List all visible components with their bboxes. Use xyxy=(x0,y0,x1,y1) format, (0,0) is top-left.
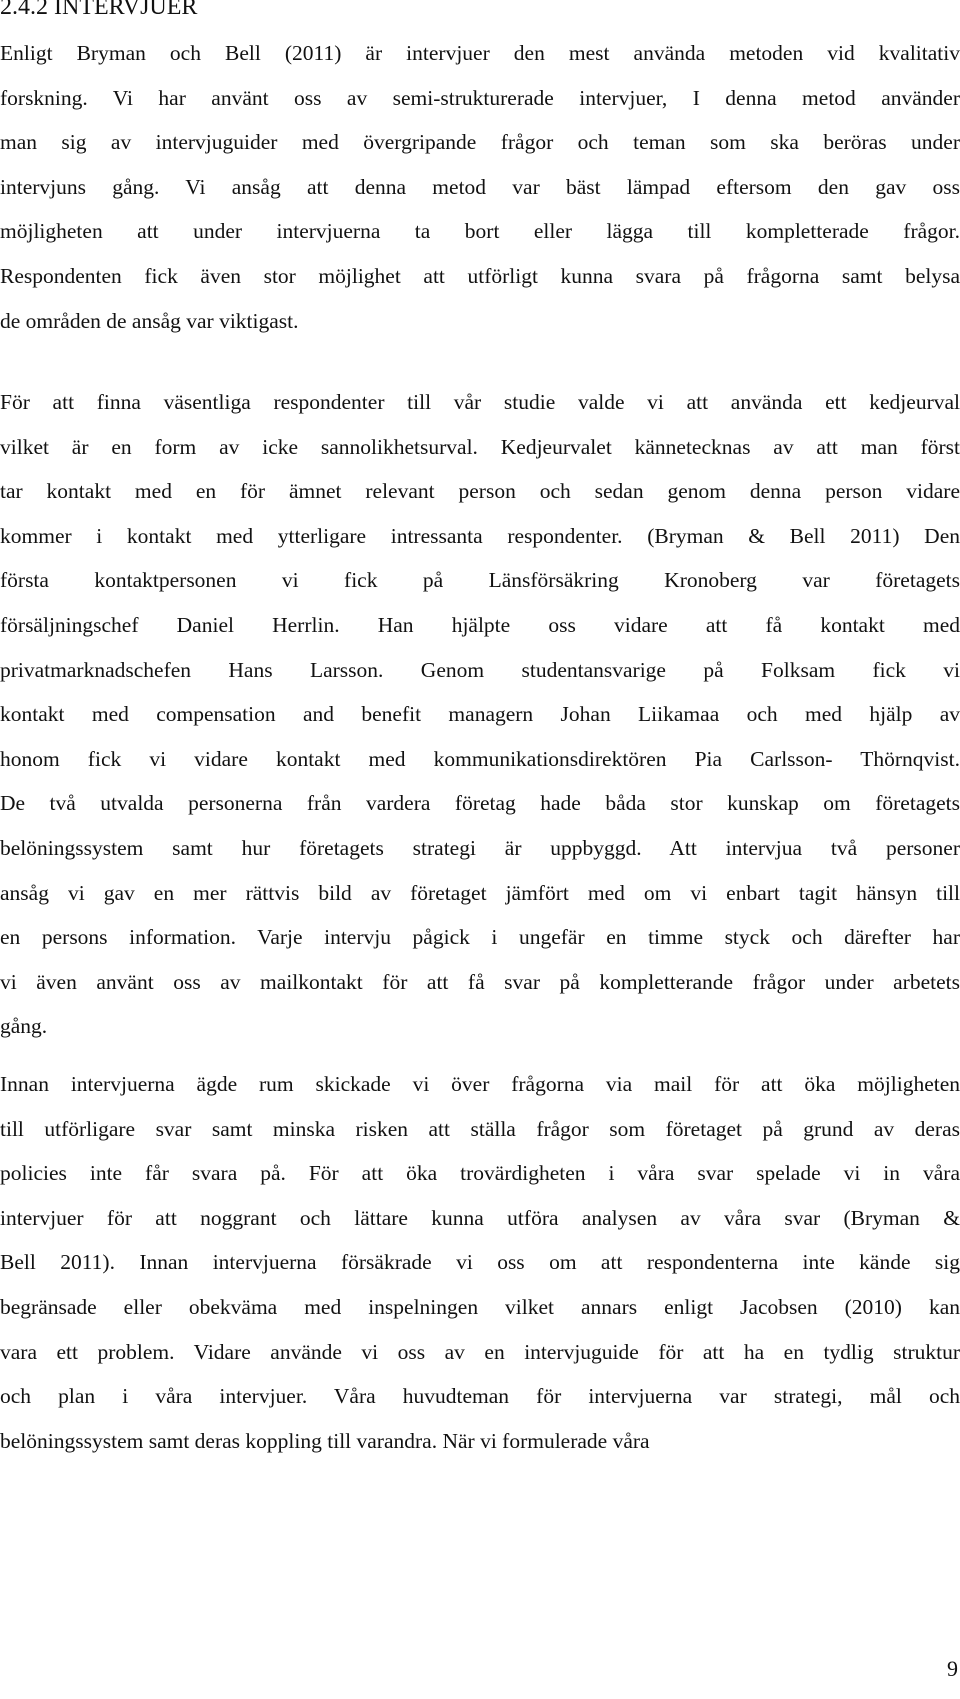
text-line: belöningssystem samt deras koppling till varandra. När vi formulerade våra xyxy=(0,1428,650,1453)
text-line: belöningssystem samt hur företagets strategi är uppbyggd. Att intervjua två personer xyxy=(0,835,960,860)
text-line: till utförligare svar samt minska risken att ställa frågor som företaget på grund av deras xyxy=(0,1116,960,1141)
text-line: begränsade eller obekväma med inspelningen vilket annars enligt Jacobsen (2010) kan xyxy=(0,1294,960,1319)
text-line: möjligheten att under intervjuerna ta bort eller lägga till kompletterade frågor. xyxy=(0,219,960,244)
text-line: forskning. Vi har använt oss av semi-strukturerade intervjuer, I denna metod använder xyxy=(0,85,960,110)
text-line: de områden de ansåg var viktigast. xyxy=(0,308,299,333)
text-line: honom fick vi vidare kontakt med kommunikationsdirektören Pia Carlsson- Thörnqvist. xyxy=(0,746,960,771)
text-line: man sig av intervjuguider med övergripande frågor och teman som ska beröras under xyxy=(0,130,960,155)
text-line: vi även använt oss av mailkontakt för att få svar på kompletterande frågor under arbetets xyxy=(0,969,960,994)
text-line: gång. xyxy=(0,1014,48,1039)
text-line: vilket är en form av icke sannolikhetsurval. Kedjeurvalet kännetecknas av att man först xyxy=(0,434,960,459)
text-line: intervjuer för att noggrant och lättare kunna utföra analysen av våra svar (Bryman & xyxy=(0,1205,960,1230)
text-line: Respondenten fick även stor möjlighet att utförligt kunna svara på frågorna samt belysa xyxy=(0,263,960,288)
text-line: intervjuns gång. Vi ansåg att denna metod var bäst lämpad eftersom den gav oss xyxy=(0,174,960,199)
text-line: kommer i kontakt med ytterligare intressanta respondenter. (Bryman & Bell 2011) Den xyxy=(0,523,960,548)
text-line: ansåg vi gav en mer rättvis bild av företaget jämfört med om vi enbart tagit hänsyn till xyxy=(0,880,960,905)
text-line: kontakt med compensation and benefit managern Johan Liikamaa och med hjälp av xyxy=(0,702,960,727)
text-line: För att finna väsentliga respondenter till vår studie valde vi att använda ett kedjeurval xyxy=(0,390,960,414)
paragraph-interview-method xyxy=(0,31,960,343)
paragraph-chain-sampling xyxy=(0,380,960,1049)
text-line: en persons information. Varje intervju pågick i ungefär en timme styck och därefter har xyxy=(0,925,960,950)
page-number: 9 xyxy=(947,1656,958,1681)
text-line: Innan intervjuerna ägde rum skickade vi över frågorna via mail för att öka möjligheten xyxy=(0,1072,960,1096)
text-line: och plan i våra intervjuer. Våra huvudteman för intervjuerna var strategi, mål och xyxy=(0,1384,960,1409)
text-line: försäljningschef Daniel Herrlin. Han hjälpte oss vidare att få kontakt med xyxy=(0,612,960,637)
paragraph-interview-procedure xyxy=(0,1062,960,1463)
section-heading: 2.4.2 INTERVJUER xyxy=(0,0,198,20)
text-line: De två utvalda personerna från vardera företag hade båda stor kunskap om företagets xyxy=(0,791,960,816)
text-line: Bell 2011). Innan intervjuerna försäkrade vi oss om att respondenterna inte kände sig xyxy=(0,1250,960,1275)
text-line: tar kontakt med en för ämnet relevant person och sedan genom denna person vidare xyxy=(0,479,960,504)
text-line: Enligt Bryman och Bell (2011) är intervjuer den mest använda metoden vid kvalitativ xyxy=(0,41,960,65)
text-line: första kontaktpersonen vi fick på Länsförsäkring Kronoberg var företagets xyxy=(0,568,960,593)
text-line: privatmarknadschefen Hans Larsson. Genom studentansvarige på Folksam fick vi xyxy=(0,657,960,682)
text-line: vara ett problem. Vidare använde vi oss av en intervjuguide för att ha en tydlig struktur xyxy=(0,1339,960,1364)
text-line: policies inte får svara på. För att öka trovärdigheten i våra svar spelade vi in våra xyxy=(0,1161,960,1186)
